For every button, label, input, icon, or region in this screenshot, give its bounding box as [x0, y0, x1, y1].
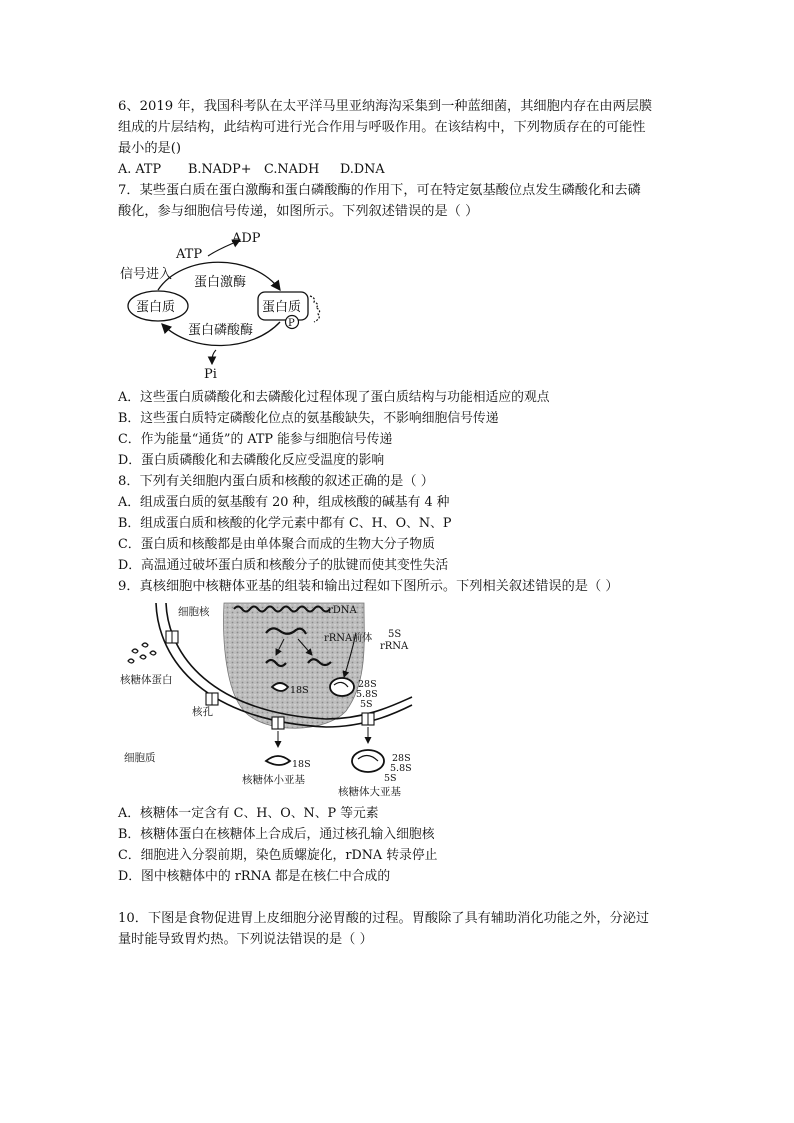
q9-option-b: B．核糖体蛋白在核糖体上合成后，通过核孔输入细胞核: [118, 827, 435, 842]
nuclear-pore-1: [166, 631, 178, 643]
r28s-label: 28S: [358, 679, 377, 690]
large-58s-label: 5.8S: [390, 763, 412, 774]
pi-arc: [212, 350, 216, 364]
rdna-label: rDNA: [328, 605, 357, 616]
atp-label: ATP: [176, 247, 203, 262]
kinase-label: 蛋白激酶: [194, 275, 247, 290]
q9-stem: 9．真核细胞中核糖体亚基的组装和输出过程如下图所示。下列相关叙述错误的是（ ）: [118, 579, 619, 594]
r58s-label: 5.8S: [356, 689, 378, 700]
q9-option-c: C．细胞进入分裂前期，染色质螺旋化，rDNA 转录停止: [118, 848, 438, 863]
q10-stem-line2: 量时能导致胃灼热。下列说法错误的是（ ）: [118, 932, 373, 947]
cytoplasm-label: 细胞质: [124, 752, 156, 764]
q8-option-a: A．组成蛋白质的氨基酸有 20 种，组成核酸的碱基有 4 种: [118, 495, 450, 510]
nuclear-pore-4: [362, 713, 374, 725]
q6-option-c: C.NADH: [264, 162, 320, 177]
r5s-label: 5S: [360, 699, 373, 710]
ribosomal-protein-label: 核糖体蛋白: [120, 674, 173, 686]
q8-option-c: C．蛋白质和核酸都是由单体聚合而成的生物大分子物质: [118, 537, 435, 552]
protein-left-label: 蛋白质: [136, 300, 176, 315]
large-28s-label: 28S: [392, 753, 411, 764]
adp-label: ADP: [232, 231, 261, 246]
q6-stem-line1: 6、2019 年，我国科考队在太平洋马里亚纳海沟采集到一种蓝细菌，其细胞内存在由两层膜: [118, 99, 653, 114]
r5s-top-label: 5S: [388, 629, 402, 640]
q9-option-a: A．核糖体一定含有 C、H、O、N、P 等元素: [118, 806, 379, 821]
q7-option-c: C．作为能量“通货”的 ATP 能参与细胞信号传递: [118, 432, 393, 447]
pi-label: Pi: [204, 367, 217, 382]
ribosomal-protein-blobs: [128, 643, 156, 663]
phosphatase-label: 蛋白磷酸酶: [188, 323, 254, 338]
phosphorylation-diagram: [112, 226, 352, 382]
q6-option-d: D.DNA: [340, 162, 385, 177]
signal-label: 信号进入: [120, 267, 173, 282]
q8-option-d: D．高温通过破坏蛋白质和核酸分子的肽键而使其变性失活: [118, 558, 449, 573]
q10-stem-line1: 10．下图是食物促进胃上皮细胞分泌胃酸的过程。胃酸除了具有辅助消化功能之外，分泌过: [118, 911, 650, 926]
q6-option-b: B.NADP+: [188, 162, 252, 177]
rrna-precursor-label: rRNA前体: [324, 633, 373, 644]
q8-stem: 8．下列有关细胞内蛋白质和核酸的叙述正确的是（ ）: [118, 474, 434, 489]
q6-stem-line3: 最小的是(): [118, 141, 182, 156]
q9-option-d: D．图中核糖体中的 rRNA 都是在核仁中合成的: [118, 869, 391, 884]
nuclear-pore-2: [206, 693, 218, 705]
large-subunit-nucleus: [330, 678, 354, 696]
q6-option-a: A. ATP: [118, 162, 162, 177]
nuclear-pore-label: 核孔: [192, 706, 213, 718]
small-subunit-cytoplasm: [266, 756, 290, 765]
q7-option-b: B．这些蛋白质特定磷酸化位点的氨基酸缺失，不影响细胞信号传递: [118, 411, 499, 426]
q7-option-a: A．这些蛋白质磷酸化和去磷酸化过程体现了蛋白质结构与功能相适应的观点: [118, 390, 550, 405]
small-18s-label: 18S: [292, 759, 311, 770]
r18s-label: 18S: [290, 685, 309, 696]
q8-option-b: B．组成蛋白质和核酸的化学元素中都有 C、H、O、N、P: [118, 516, 452, 531]
large-subunit-label: 核糖体大亚基: [338, 786, 401, 798]
q7-stem-line2: 酸化，参与细胞信号传递，如图所示。下列叙述错误的是（ ）: [118, 204, 479, 219]
protein-right-label: 蛋白质: [262, 300, 302, 315]
conformation-wave-icon: [310, 296, 320, 322]
rrna-label: rRNA: [380, 641, 409, 652]
q7-option-d: D．蛋白质磷酸化和去磷酸化反应受温度的影响: [118, 453, 385, 468]
ribosome-assembly-diagram: [116, 601, 416, 801]
large-subunit-cytoplasm: [352, 750, 384, 772]
q6-stem-line2: 组成的片层结构，此结构可进行光合作用与呼吸作用。在该结构中，下列物质存在的可能性: [118, 120, 646, 135]
nucleus-label: 细胞核: [178, 606, 210, 618]
q7-stem-line1: 7．某些蛋白质在蛋白激酶和蛋白磷酸酶的作用下，可在特定氨基酸位点发生磷酸化和去磷: [118, 183, 641, 198]
phosphate-label: P: [288, 318, 295, 329]
large-5s-label: 5S: [384, 773, 397, 784]
nucleolus-region: [224, 603, 365, 728]
nuclear-pore-3: [272, 717, 284, 729]
small-subunit-label: 核糖体小亚基: [242, 774, 305, 786]
